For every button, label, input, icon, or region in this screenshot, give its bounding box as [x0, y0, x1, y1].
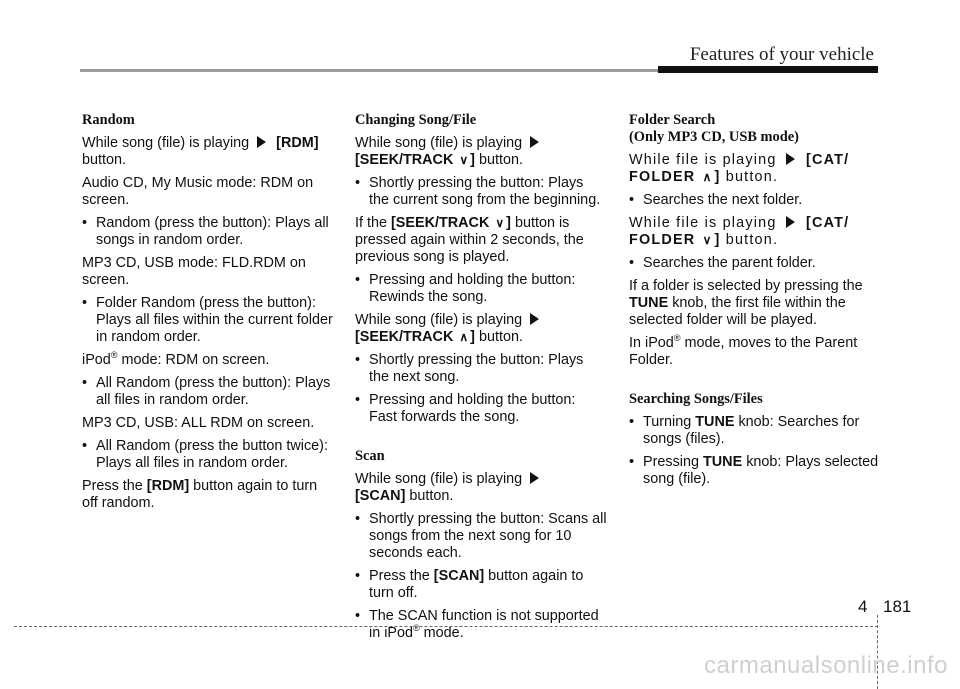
text: If a folder is selected by pressing the [629, 278, 863, 294]
bullet-icon: • [355, 175, 361, 191]
tune-knob-label: TUNE [703, 454, 743, 470]
seek-track-label: [SEEK/TRACK [355, 152, 454, 168]
text: While song (file) is playing [355, 312, 523, 328]
folder-parent-intro [629, 215, 879, 249]
play-icon [530, 136, 539, 148]
text: While file is playing [629, 215, 777, 231]
tune-knob-label: TUNE [695, 414, 735, 430]
text: Folder Random (press the button): Plays all files within the current folder in random order. [96, 295, 333, 345]
folder-ipod-text [629, 335, 879, 369]
heading-searching: Searching Songs/Files [629, 391, 763, 407]
mp3-usb-text: MP3 CD, USB: ALL RDM on screen. [82, 415, 315, 431]
text: Searches the next folder. [643, 192, 803, 208]
bullet-icon: • [355, 352, 361, 368]
bracket: ] [714, 232, 721, 248]
text: knob, the first file within the selected folder will be played. [629, 295, 846, 328]
heading-random: Random [82, 112, 135, 128]
audio-cd-text: Audio CD, My Music mode: RDM on screen. [82, 175, 314, 208]
bracket: ] [714, 169, 721, 185]
scan-button-label: [SCAN] [355, 488, 406, 504]
text: In iPod [629, 335, 674, 351]
changing-intro [355, 135, 607, 169]
list-item [355, 352, 607, 386]
text: button. [725, 232, 779, 248]
heading-folder: Folder Search [629, 112, 716, 128]
subheading-folder: (Only MP3 CD, USB mode) [629, 129, 799, 145]
play-icon [530, 313, 539, 325]
changing-intro-2 [355, 312, 607, 346]
bracket: ] [470, 329, 475, 345]
registered-mark: ® [413, 623, 420, 634]
registered-mark: ® [110, 350, 118, 361]
bullet-icon: • [629, 255, 635, 271]
text: button is pressed again within 2 seconds, the previous song is played. [355, 215, 584, 265]
list-item [629, 255, 879, 272]
text: Pressing and holding the button: Fast forwards the song. [369, 392, 576, 425]
text: knob: Searches for songs (files). [643, 414, 860, 447]
list-item [629, 414, 879, 448]
text: Press the [82, 478, 143, 494]
text: button again to turn off random. [82, 478, 318, 511]
list-item [82, 375, 334, 409]
text: iPod [82, 352, 111, 368]
bullet-icon: • [82, 215, 88, 231]
bracket: ] [470, 152, 475, 168]
text: Shortly pressing the button: Scans all songs from the next song for 10 seconds each. [369, 511, 607, 561]
list-item [355, 175, 607, 209]
scan-intro [355, 471, 607, 505]
tune-knob-label: TUNE [629, 295, 669, 311]
text: mode: RDM on screen. [121, 352, 270, 368]
section-title: Features of your vehicle [689, 44, 874, 65]
list-item [82, 438, 334, 472]
chevron-down-icon: ∨ [702, 233, 713, 247]
text: Shortly pressing the button: Plays the next song. [369, 352, 584, 385]
column-random [82, 112, 334, 518]
ipod-text [82, 352, 334, 369]
scan-button-label: [SCAN] [433, 568, 485, 584]
text: If the [355, 215, 387, 231]
text: Shortly pressing the button: Plays the current song from the beginning. [369, 175, 601, 208]
bullet-icon: • [82, 438, 88, 454]
chevron-down-icon: ∨ [459, 153, 469, 167]
heading-scan: Scan [355, 448, 385, 464]
bullet-icon: • [355, 568, 361, 584]
list-item [355, 272, 607, 306]
list-item [82, 295, 334, 346]
chevron-up-icon: ∧ [702, 170, 713, 184]
column-changing-scan [355, 112, 607, 648]
play-icon [530, 472, 539, 484]
text: While song (file) is playing [82, 135, 250, 151]
bracket: ] [506, 215, 511, 231]
text: All Random (press the button twice): Plays all files in random order. [96, 438, 328, 471]
text: mode. [423, 625, 464, 641]
page-number: 181 [883, 597, 912, 616]
footer-divider [14, 626, 878, 627]
text: While song (file) is playing [355, 135, 523, 151]
text: Press the [369, 568, 430, 584]
folder-button-label: FOLDER [629, 169, 696, 185]
bullet-icon: • [629, 414, 635, 430]
text: button. [82, 152, 127, 168]
chevron-down-icon: ∨ [495, 216, 505, 230]
text: While song (file) is playing [355, 471, 523, 487]
folder-button-label: FOLDER [629, 232, 696, 248]
mp3-cd-text: MP3 CD, USB mode: FLD.RDM on screen. [82, 255, 306, 288]
folder-selected-text [629, 278, 879, 329]
text: Pressing [643, 454, 699, 470]
play-icon [786, 153, 795, 165]
text: button again to turn off. [369, 568, 584, 601]
text: Searches the parent folder. [643, 255, 816, 271]
text: button. [478, 329, 523, 345]
header-accent-bar [658, 66, 878, 73]
header-divider [80, 69, 660, 72]
registered-mark: ® [673, 333, 681, 344]
text: All Random (press the button): Plays all files in random order. [96, 375, 331, 408]
seek-track-label: [SEEK/TRACK [355, 329, 454, 345]
list-item [629, 192, 879, 209]
random-intro [82, 135, 334, 169]
text: Pressing and holding the button: Rewinds the song. [369, 272, 576, 305]
rdm-button-label: [RDM] [276, 135, 319, 151]
text: Random (press the button): Plays all songs in random order. [96, 215, 329, 248]
heading-changing: Changing Song/File [355, 112, 477, 128]
text: button. [409, 488, 454, 504]
bullet-icon: • [355, 608, 361, 624]
text: mode, moves to the Parent Folder. [629, 335, 858, 368]
bullet-icon: • [629, 192, 635, 208]
text: While file is playing [629, 152, 777, 168]
if-pressed-text [355, 215, 607, 266]
list-item [355, 568, 607, 602]
chapter-number: 4 [858, 597, 868, 616]
cat-button-label: [CAT/ [805, 152, 850, 168]
cat-button-label: [CAT/ [805, 215, 850, 231]
bullet-icon: • [355, 511, 361, 527]
folder-next-intro [629, 152, 879, 186]
play-icon [786, 216, 795, 228]
text: button. [725, 169, 779, 185]
list-item [82, 215, 334, 249]
text: button. [478, 152, 523, 168]
bullet-icon: • [355, 392, 361, 408]
list-item [355, 608, 607, 642]
text: Turning [643, 414, 692, 430]
list-item [355, 511, 607, 562]
bullet-icon: • [629, 454, 635, 470]
watermark: carmanualsonline.info [704, 652, 948, 679]
bullet-icon: • [82, 375, 88, 391]
list-item [629, 454, 879, 488]
text: The SCAN function is not supported in iPod [369, 608, 599, 641]
press-rdm-text [82, 478, 334, 512]
rdm-button-label: [RDM] [146, 478, 190, 494]
seek-track-label: [SEEK/TRACK [391, 215, 490, 231]
bullet-icon: • [355, 272, 361, 288]
text: knob: Plays selected song (file). [643, 454, 879, 487]
column-folder-search [629, 112, 879, 494]
bullet-icon: • [82, 295, 88, 311]
list-item [355, 392, 607, 426]
chevron-up-icon: ∧ [459, 330, 469, 344]
play-icon [257, 136, 266, 148]
